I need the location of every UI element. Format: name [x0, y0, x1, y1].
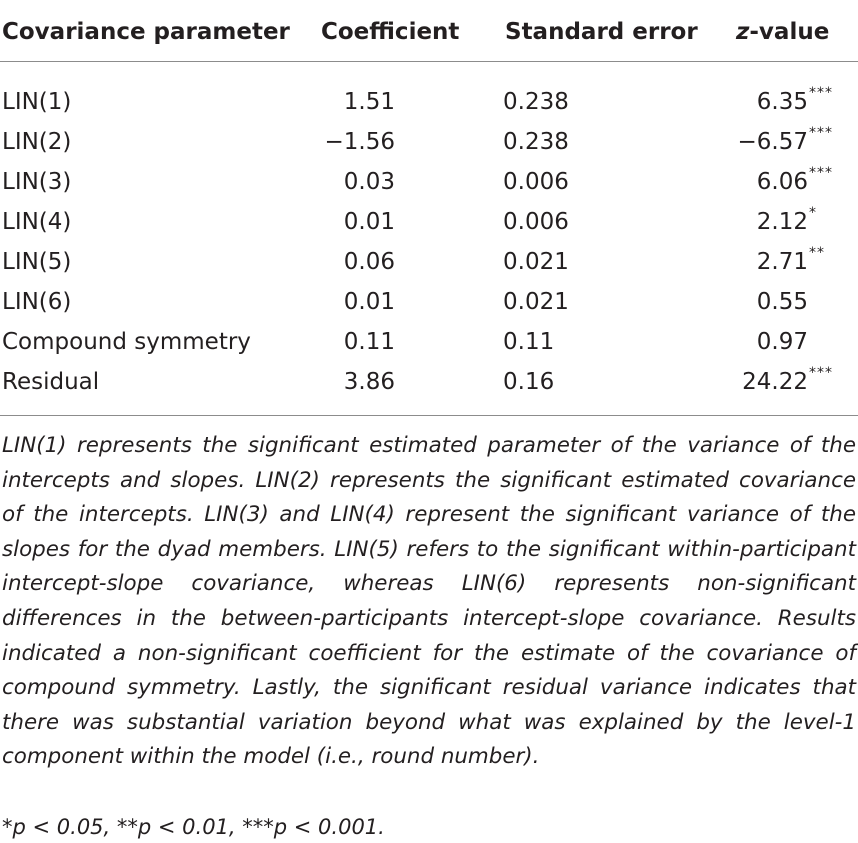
cell-parameter: LIN(6): [2, 289, 72, 315]
significance-marker: ***: [809, 165, 833, 181]
cell-z-value: 0.55: [756, 289, 808, 315]
cell-std-error: 0.11: [503, 329, 555, 355]
table-row: [0, 122, 858, 162]
cell-std-error: 0.006: [503, 209, 569, 235]
header-coefficient: Coefficient: [321, 19, 460, 45]
significance-marker: ***: [809, 365, 833, 381]
header-z-suffix: -value: [749, 19, 830, 45]
cell-parameter: LIN(4): [2, 209, 72, 235]
cell-parameter: Compound symmetry: [2, 329, 251, 355]
cell-z-value: 6.35: [756, 89, 808, 115]
cell-std-error: 0.021: [503, 249, 569, 275]
table-row: [0, 322, 858, 362]
significance-marker: ***: [809, 125, 833, 141]
table-row: [0, 362, 858, 402]
table-header: [0, 0, 858, 62]
table-row: [0, 162, 858, 202]
table-bottom-rule: [0, 415, 858, 416]
significance-footnote: *p < 0.05, **p < 0.01, ***p < 0.001.: [2, 815, 385, 839]
cell-coefficient: 0.06: [343, 249, 395, 275]
cell-parameter: LIN(1): [2, 89, 72, 115]
cell-parameter: LIN(3): [2, 169, 72, 195]
cell-coefficient: 0.11: [343, 329, 395, 355]
table-note: LIN(1) represents the significant estimated parameter of the variance of the intercepts and slopes. LIN(2) represents the significant estimated covariance of the intercepts. LIN(3) and LIN(4) represent the significant variance of the slopes for the dyad members. LIN(5) refers to the significant within-participant intercept-slope covariance, whereas LIN(6) represents non-significant differences in the between-participants intercept-slope covariance. Results indicated a non-significant coefficient for the estimate of the covariance of compound symmetry. Lastly, the significant residual variance indicates that there was substantial variation beyond what was explained by the level-1 component within the model (i.e., round number).: [2, 433, 856, 770]
significance-marker: **: [809, 245, 825, 261]
cell-coefficient: 0.03: [343, 169, 395, 195]
cell-z-value: 24.22: [742, 369, 808, 395]
cell-std-error: 0.16: [503, 369, 555, 395]
cell-parameter: Residual: [2, 369, 100, 395]
table-body: [0, 82, 858, 402]
table-row: [0, 282, 858, 322]
cell-std-error: 0.238: [503, 129, 569, 155]
cell-coefficient: 3.86: [343, 369, 395, 395]
significance-marker: ***: [809, 85, 833, 101]
cell-std-error: 0.021: [503, 289, 569, 315]
header-standard-error: Standard error: [505, 19, 698, 45]
cell-z-value: −6.57: [737, 129, 808, 155]
cell-z-value: 2.12: [756, 209, 808, 235]
cell-std-error: 0.006: [503, 169, 569, 195]
cell-coefficient: −1.56: [324, 129, 395, 155]
header-z-letter: z: [736, 19, 750, 45]
table-row: [0, 202, 858, 242]
cell-z-value: 6.06: [756, 169, 808, 195]
significance-marker: *: [809, 205, 817, 221]
table-row: [0, 242, 858, 282]
table-row: [0, 82, 858, 122]
cell-z-value: 0.97: [756, 329, 808, 355]
cell-parameter: LIN(2): [2, 129, 72, 155]
header-covariance-parameter: Covariance parameter: [2, 19, 290, 45]
cell-parameter: LIN(5): [2, 249, 72, 275]
cell-coefficient: 0.01: [343, 209, 395, 235]
header-z-value: [736, 17, 829, 47]
cell-coefficient: 0.01: [343, 289, 395, 315]
cell-std-error: 0.238: [503, 89, 569, 115]
cell-z-value: 2.71: [756, 249, 808, 275]
cell-coefficient: 1.51: [343, 89, 395, 115]
